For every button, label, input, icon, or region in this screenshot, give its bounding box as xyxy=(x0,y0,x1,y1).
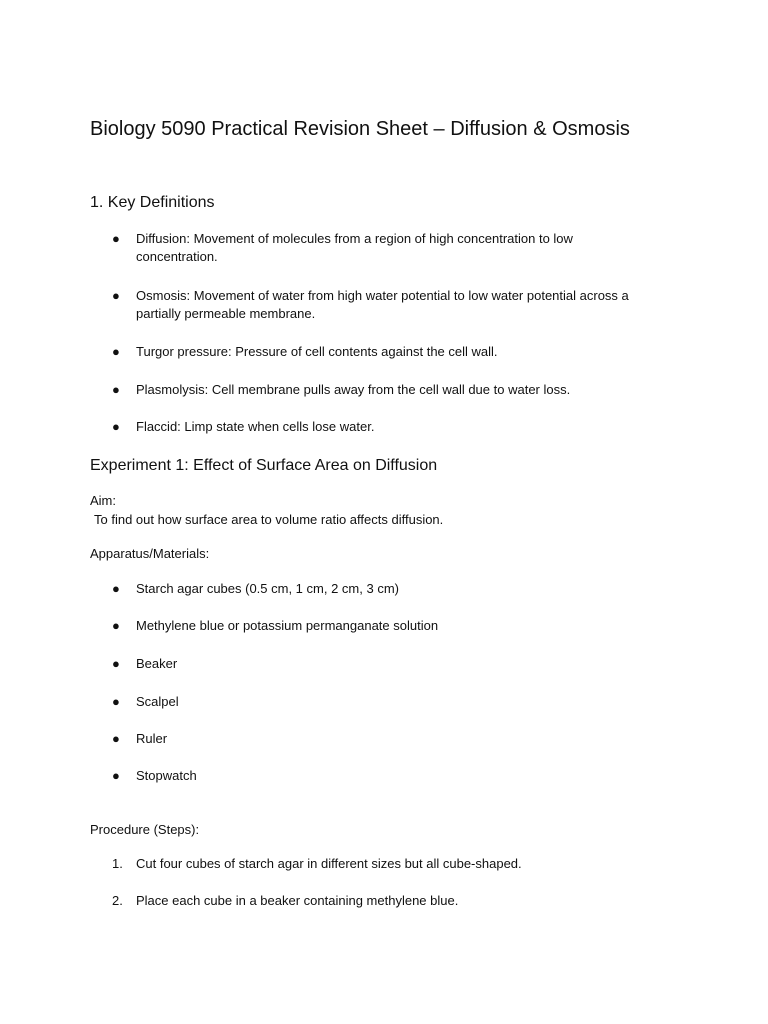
aim-label: Aim: xyxy=(90,493,116,508)
definition-osmosis: Osmosis: Movement of water from high water potential to low water potential across a partially permeable membrane. xyxy=(136,288,629,321)
list-item xyxy=(112,381,652,399)
procedure-label: Procedure (Steps): xyxy=(90,822,200,837)
bullet-icon: ● xyxy=(112,419,120,434)
list-item xyxy=(112,418,652,436)
step-number: 1. xyxy=(112,856,123,871)
definition-turgor-pressure: Turgor pressure: Pressure of cell contents against the cell wall. xyxy=(136,344,498,359)
bullet-icon: ● xyxy=(112,694,120,709)
bullet-icon: ● xyxy=(112,344,120,359)
list-item xyxy=(112,730,652,748)
apparatus-item: Starch agar cubes (0.5 cm, 1 cm, 2 cm, 3 cm) xyxy=(136,581,399,596)
apparatus-item: Stopwatch xyxy=(136,768,197,783)
section-heading-experiment-1: Experiment 1: Effect of Surface Area on Diffusion xyxy=(90,457,438,474)
step-text: Cut four cubes of starch agar in different sizes but all cube-shaped. xyxy=(136,856,522,871)
step-number: 2. xyxy=(112,893,123,908)
list-item xyxy=(112,230,652,266)
bullet-icon: ● xyxy=(112,288,120,303)
bullet-icon: ● xyxy=(112,581,120,596)
bullet-icon: ● xyxy=(112,731,120,746)
apparatus-item: Methylene blue or potassium permanganate solution xyxy=(136,618,439,633)
apparatus-item: Ruler xyxy=(136,731,168,746)
apparatus-label: Apparatus/Materials: xyxy=(90,546,210,561)
list-item xyxy=(112,892,652,910)
list-item xyxy=(112,693,652,711)
list-item xyxy=(112,855,652,873)
bullet-icon: ● xyxy=(112,618,120,633)
aim-text: To find out how surface area to volume ratio affects diffusion. xyxy=(94,512,444,527)
definition-flaccid: Flaccid: Limp state when cells lose water. xyxy=(136,419,375,434)
list-item xyxy=(112,287,652,323)
definition-plasmolysis: Plasmolysis: Cell membrane pulls away from the cell wall due to water loss. xyxy=(136,382,571,397)
list-item xyxy=(112,617,652,635)
apparatus-item: Scalpel xyxy=(136,694,179,709)
apparatus-item: Beaker xyxy=(136,656,178,671)
bullet-icon: ● xyxy=(112,231,120,246)
definition-diffusion: Diffusion: Movement of molecules from a region of high concentration to low concentration. xyxy=(136,231,573,264)
document-title: Biology 5090 Practical Revision Sheet – Diffusion & Osmosis xyxy=(90,118,630,140)
list-item xyxy=(112,655,652,673)
step-text: Place each cube in a beaker containing methylene blue. xyxy=(136,893,459,908)
list-item xyxy=(112,343,652,361)
list-item xyxy=(112,767,652,785)
bullet-icon: ● xyxy=(112,768,120,783)
list-item xyxy=(112,580,652,598)
section-heading-key-definitions: 1. Key Definitions xyxy=(90,194,215,211)
bullet-icon: ● xyxy=(112,382,120,397)
bullet-icon: ● xyxy=(112,656,120,671)
